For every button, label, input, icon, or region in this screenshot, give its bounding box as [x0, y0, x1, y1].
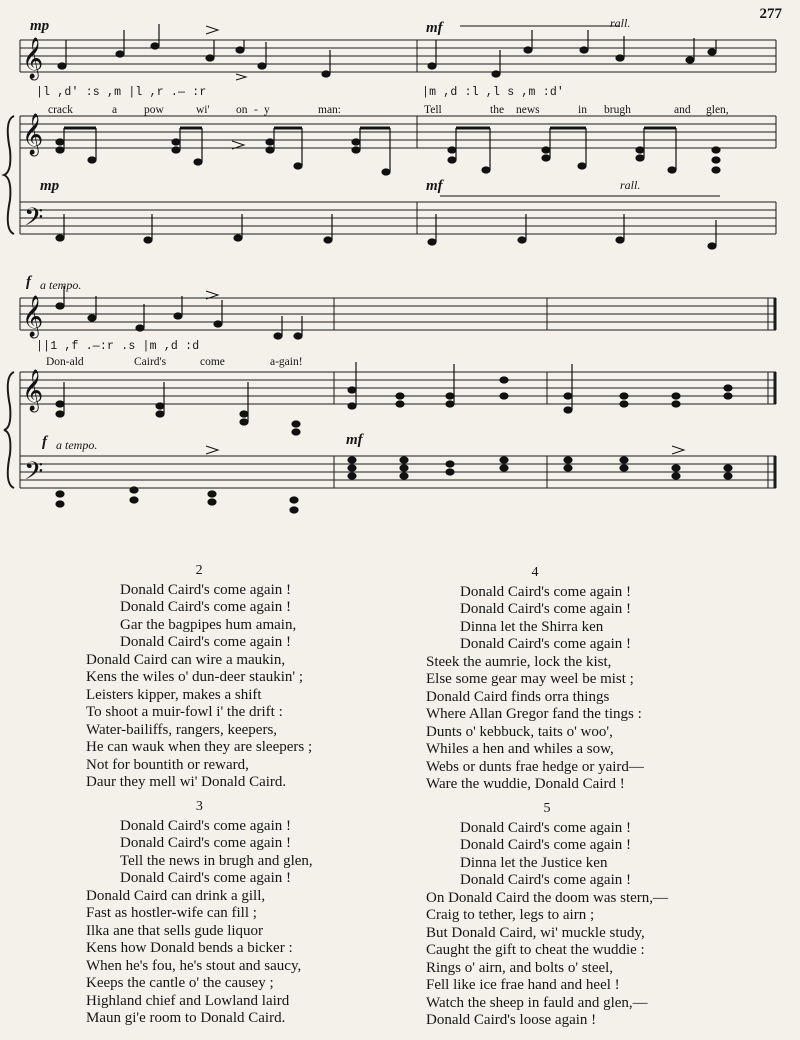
verse-line: Donald Caird's come again !	[120, 870, 291, 886]
verse-line: He can wauk when they are sleepers ;	[86, 739, 313, 755]
page-number: 277	[759, 6, 782, 22]
verse-2	[86, 562, 312, 792]
verse-line: Leisters kipper, makes a shift	[86, 686, 262, 703]
verse-line: Donald Caird's loose again !	[426, 1012, 597, 1028]
verse-5	[426, 800, 668, 1030]
piano-dynamic-mf: mf	[426, 178, 443, 194]
verse-line: But Donald Caird, wi' muckle study,	[426, 924, 645, 941]
piano-a-tempo-marking: a tempo.	[56, 438, 98, 452]
bass-clef-icon: 𝄢	[24, 457, 44, 492]
solfa-line-1b: |m ,d :l ,l s ,m :d'	[422, 86, 565, 99]
verse-line: Maun gi'e room to Donald Caird.	[86, 1010, 286, 1026]
bass-clef-icon: 𝄢	[24, 203, 44, 238]
verse-line: Donald Caird's come again !	[460, 636, 631, 652]
verse-line: Keeps the cantle o' the causey ;	[86, 975, 274, 991]
lyric-word: Tell	[424, 104, 442, 116]
lyric-word: in	[578, 104, 587, 116]
verse-line: Kens how Donald bends a bicker :	[86, 940, 293, 956]
verse-number: 3	[195, 799, 203, 814]
piano-rall-marking: rall.	[620, 178, 641, 192]
lyric-word: the	[490, 104, 505, 116]
piano-dynamic-mp: mp	[40, 178, 60, 194]
verse-line: Kens the wiles o' dun-deer staukin' ;	[86, 669, 304, 685]
verse-line: Tell the news in brugh and glen,	[120, 852, 313, 869]
voice-notes-2	[56, 286, 302, 339]
verse-line: Donald Caird can wire a maukin,	[86, 651, 286, 668]
verse-number: 4	[531, 565, 539, 580]
lyric-word: a-gain!	[270, 356, 303, 368]
lyric-word: brugh	[604, 104, 631, 116]
solfa-line-1a: |l ,d' :s ,m |l ,r .— :r	[36, 86, 207, 99]
verse-line: Donald Caird finds orra things	[426, 688, 610, 705]
verse-line: When he's fou, he's stout and saucy,	[86, 957, 302, 974]
brace-1	[4, 116, 14, 234]
piano-bass-staff-1	[20, 116, 776, 234]
lyric-word: -	[254, 104, 258, 116]
verse-line: Dinna let the Justice ken	[460, 854, 608, 871]
piano-treble-notes-2	[56, 362, 732, 435]
verse-4	[426, 564, 644, 794]
verse-number: 2	[195, 563, 203, 578]
treble-clef-icon: 𝄞	[22, 370, 44, 411]
lyric-word: Caird's	[134, 356, 167, 368]
verse-line: Ware the wuddie, Donald Caird !	[426, 776, 625, 792]
verse-line: Daur they mell wi' Donald Caird.	[86, 774, 287, 790]
verse-line: Donald Caird's come again !	[120, 599, 291, 615]
lyric-word: news	[516, 104, 540, 116]
verse-3	[86, 798, 313, 1028]
voice-dynamic-mp: mp	[30, 18, 50, 34]
lyric-word: on	[236, 104, 248, 116]
verse-line: Donald Caird's come again !	[120, 835, 291, 851]
verse-line: Whiles a hen and whiles a sow,	[426, 741, 614, 757]
treble-clef-icon: 𝄞	[22, 296, 44, 337]
verse-line: Where Allan Gregor fand the tings :	[426, 706, 642, 722]
verse-line: Craig to tether, legs to airn ;	[426, 907, 595, 923]
verse-line: Rings o' airn, and bolts o' steel,	[426, 959, 614, 976]
voice-dynamic-f: f	[26, 274, 31, 290]
lyric-word: come	[200, 356, 225, 368]
brace-2	[4, 372, 14, 488]
voice-dynamic-mf: mf	[426, 20, 443, 36]
verse-line: Donald Caird's come again !	[460, 819, 631, 836]
verse-line: Fell like ice frae hand and heel !	[426, 977, 620, 993]
verse-number: 5	[543, 801, 551, 816]
verse-line: Donald Caird's come again !	[460, 601, 631, 617]
verse-line: Else some gear may weel be mist ;	[426, 671, 634, 687]
verse-line: Donald Caird's come again !	[460, 583, 631, 600]
piano-dynamic-f: f	[42, 434, 47, 450]
voice-staff-1	[20, 40, 776, 72]
verse-line: Fast as hostler-wife can fill ;	[86, 905, 257, 921]
lyric-word: and	[674, 104, 691, 116]
lyric-word: a	[112, 104, 118, 116]
piano-bass-staff-2	[20, 372, 776, 488]
voice-staff-2	[20, 298, 776, 330]
piano-dynamic-mf-2: mf	[346, 432, 363, 448]
lyric-word: man:	[318, 104, 341, 116]
lyric-word: wi'	[196, 104, 210, 116]
a-tempo-marking: a tempo.	[40, 278, 82, 292]
piano-treble-staff-1	[20, 116, 776, 148]
verse-line: On Donald Caird the doom was stern,—	[426, 889, 669, 906]
lyric-word: y	[264, 104, 270, 116]
verse-line: Donald Caird's come again !	[460, 872, 631, 888]
verse-line: Ilka ane that sells gude liquor	[86, 922, 264, 939]
lyric-word: crack	[48, 104, 73, 116]
piano-treble-notes-1	[56, 128, 720, 175]
lyric-word: Don-ald	[46, 356, 84, 368]
verse-line: Steek the aumrie, lock the kist,	[426, 653, 612, 670]
verse-line: Donald Caird's come again !	[120, 817, 291, 834]
lyric-word: glen,	[706, 104, 729, 116]
verse-line: Water-bailiffs, rangers, keepers,	[86, 721, 278, 738]
verse-line: Caught the gift to cheat the wuddie :	[426, 942, 645, 958]
treble-clef-icon: 𝄞	[22, 114, 44, 155]
verse-line: Donald Caird's come again !	[120, 581, 291, 598]
verse-line: Webs or dunts frae hedge or yaird—	[426, 758, 644, 775]
solfa-line-2: ||1 ,f .—:r .s |m ,d :d	[36, 340, 200, 353]
voice-notes-1	[58, 24, 716, 77]
verse-line: Highland chief and Lowland laird	[86, 992, 290, 1009]
verse-line: Donald Caird can drink a gill,	[86, 887, 266, 904]
lyric-word: pow	[144, 104, 164, 116]
verse-line: Dinna let the Shirra ken	[460, 618, 604, 635]
verse-line: Donald Caird's come again !	[460, 837, 631, 853]
verse-line: To shoot a muir-fowl i' the drift :	[86, 704, 283, 720]
piano-bass-notes-1	[56, 214, 716, 249]
verse-line: Gar the bagpipes hum amain,	[120, 616, 297, 633]
rall-marking: rall.	[610, 16, 631, 30]
verse-line: Dunts o' kebbuck, taits o' woo',	[426, 723, 613, 740]
verse-line: Donald Caird's come again !	[120, 634, 291, 650]
verse-line: Not for bountith or reward,	[86, 756, 249, 773]
treble-clef-icon: 𝄞	[22, 38, 44, 79]
piano-bass-notes-2	[56, 457, 732, 513]
verse-line: Watch the sheep in fauld and glen,—	[426, 994, 648, 1011]
